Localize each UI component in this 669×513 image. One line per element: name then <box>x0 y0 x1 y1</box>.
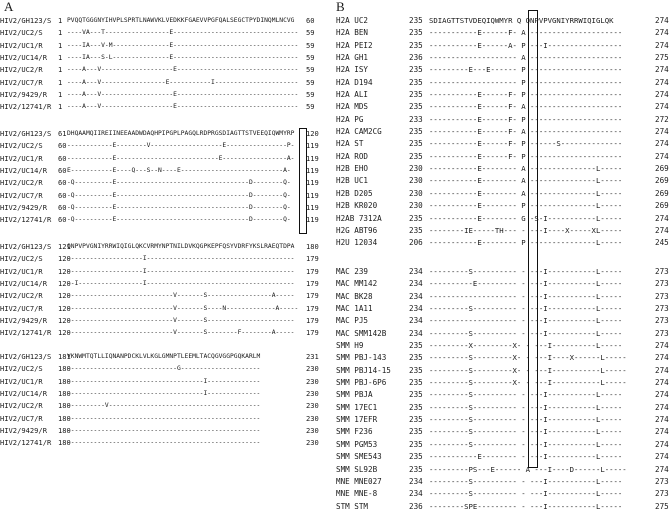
end-position: 119 <box>306 203 319 213</box>
end-position: 230 <box>306 389 319 399</box>
sequence-name: HIV2/UC2/S <box>0 254 43 264</box>
sequence-name: H2A ST <box>336 139 364 149</box>
end-position: 119 <box>306 166 319 176</box>
sequence-text: --------------------I--------------------------------------- <box>67 255 295 263</box>
sequence-text: -----------E------A- P ---I----------------- <box>429 40 623 50</box>
start-position: 234 <box>409 267 423 276</box>
sequence-name: H2B KR020 <box>336 201 378 211</box>
sequence-name: SMM PBJ-6P6 <box>336 378 387 388</box>
end-position: 269 <box>655 201 669 211</box>
sequence-name: HIV2/GH123/S <box>0 242 52 251</box>
end-position: 272 <box>655 114 669 124</box>
end-position: 59 <box>306 53 315 63</box>
sequence-name: HIV2/UC2/S <box>0 141 43 151</box>
start-position: 120 <box>58 291 71 301</box>
end-position: 59 <box>306 40 315 50</box>
sequence-name: MAC PJ5 <box>336 316 369 326</box>
start-position: 61 <box>58 129 67 138</box>
sequence-name: HIV2/UC1/R <box>0 40 43 50</box>
end-position: 59 <box>306 65 315 75</box>
end-position: 274 <box>655 427 669 437</box>
sequence-text: --I-----------------I--------------------------------------- <box>67 280 295 288</box>
sequence-name: HIV2/9429/R <box>0 426 47 436</box>
end-position: 273 <box>655 279 669 289</box>
end-position: 273 <box>655 489 669 499</box>
end-position: 273 <box>655 476 669 486</box>
end-position: 274 <box>655 139 669 149</box>
end-position: 274 <box>655 102 669 112</box>
sequence-text: -Q----------E-----------------------------------D--------Q- <box>67 216 291 224</box>
sequence-name: MAC BK28 <box>336 291 373 301</box>
sequence-name: SMM PGM53 <box>336 439 378 449</box>
sequence-text: -------------------- - ---I-----------L----- <box>429 316 623 326</box>
start-position: 1 <box>58 65 63 75</box>
start-position: 233 <box>409 114 423 124</box>
start-position: 120 <box>58 254 71 264</box>
start-position: 235 <box>409 390 423 400</box>
sequence-name: H2A CAM2CG <box>336 127 382 137</box>
start-position: 234 <box>409 489 423 499</box>
end-position: 275 <box>655 53 669 63</box>
start-position: 180 <box>58 426 71 436</box>
sequence-name: HIV2/UC2/S <box>0 364 43 374</box>
sequence-text: ----------E--------- - ---I-----------L----- <box>429 279 623 289</box>
sequence-name: HIV2/9429/R <box>0 203 47 213</box>
sequence-text: ---------S---------- - ---I-----------L----- <box>429 328 623 338</box>
start-position: 235 <box>409 40 423 50</box>
sequence-text: --------IE-----TH--- - ---I----X-----XL----- <box>429 225 623 235</box>
sequence-text: --------------------I--------------------------------------- <box>67 267 295 275</box>
sequence-name: MAC 1A11 <box>336 304 373 314</box>
sequence-text: ---------S---------- - ---I-----------L----- <box>429 390 623 400</box>
sequence-name: H2A ISY <box>336 65 369 75</box>
sequence-text: ---------S---------- - ---I-----------L----- <box>429 427 623 437</box>
end-position: 273 <box>655 291 669 301</box>
start-position: 235 <box>409 439 423 449</box>
end-position: 274 <box>655 127 669 137</box>
end-position: 60 <box>306 16 315 25</box>
end-position: 269 <box>655 188 669 198</box>
sequence-name: H2A ROD <box>336 151 369 161</box>
end-position: 119 <box>306 190 319 200</box>
sequence-text: ------------E---------------------------E-----------------A- <box>67 154 295 162</box>
sequence-text: DHQAAMQIIREIINEEAADWDAQHPIPGPLPAGQLRDPRGSDIAGTTSTVEEQIQWMYRP <box>67 130 295 137</box>
sequence-name: HIV2/12741/R <box>0 102 52 112</box>
start-position: 120 <box>58 303 71 313</box>
start-position: 235 <box>409 65 423 75</box>
sequence-name: HIV2/GH123/S <box>0 129 52 138</box>
end-position: 230 <box>306 438 319 448</box>
sequence-name: H2G ABT96 <box>336 225 378 235</box>
sequence-text: E-----------E----Q---S--N----E---------------------------A- <box>67 167 291 175</box>
end-position: 179 <box>306 254 319 264</box>
sequence-name: SMM PBJ14-15 <box>336 365 391 375</box>
sequence-name: MAC MM142 <box>336 279 378 289</box>
end-position: 59 <box>306 28 315 38</box>
sequence-text: ----IA---S-L---------------E--------------------------------- <box>67 54 299 62</box>
sequence-text: -Q----------E-----------------------------------D--------Q- <box>67 204 291 212</box>
end-position: 59 <box>306 90 315 100</box>
sequence-text: -----------E-------- P ---------------L----- <box>429 238 623 248</box>
sequence-text: ----------------------------V-------S----------------------- <box>67 317 295 325</box>
highlight-box-position-254 <box>528 10 538 468</box>
start-position: 235 <box>409 225 423 235</box>
sequence-text: ----------------------------V-------S-----------------A----- <box>67 292 295 300</box>
sequence-text: -------------------- P --------------------- <box>429 77 623 87</box>
sequence-name: H2A PG <box>336 114 364 124</box>
start-position: 60 <box>58 153 67 163</box>
start-position: 235 <box>409 427 423 437</box>
sequence-text: ----------------------------V-------S----N-------------A----- <box>67 304 299 312</box>
sequence-text: ---------S---------X- - ---I-----------L----- <box>429 378 627 388</box>
sequence-text: QNPVPVGNIYRRWIQIGLQKCVRMYNPTNILDVKQGPKEPFQSYVDRFYKSLRAEQTDPA <box>67 243 295 250</box>
sequence-text: ----A---V-------------------E-------------------------------- <box>67 103 299 111</box>
sequence-text: -----------E------F- P --------------------- <box>429 151 623 161</box>
sequence-name: SMM PBJ-143 <box>336 353 387 363</box>
end-position: 274 <box>655 365 669 375</box>
start-position: 180 <box>58 364 71 374</box>
sequence-name: H2A PEI2 <box>336 40 373 50</box>
end-position: 230 <box>306 376 319 386</box>
sequence-text: -----------E------F- A --------------------- <box>429 102 623 112</box>
sequence-name: H2AB 7312A <box>336 213 382 223</box>
start-position: 230 <box>409 201 423 211</box>
sequence-name: HIV2/GH123/S <box>0 352 52 361</box>
sequence-text: -----------E-------- A ---------------L----- <box>429 188 623 198</box>
end-position: 274 <box>655 390 669 400</box>
end-position: 230 <box>306 401 319 411</box>
start-position: 230 <box>409 176 423 186</box>
sequence-text: ----A---V-------------------E-------------------------------- <box>67 91 299 99</box>
start-position: 230 <box>409 164 423 174</box>
sequence-name: HIV2/UC1/R <box>0 376 43 386</box>
start-position: 60 <box>58 141 67 151</box>
start-position: 235 <box>409 402 423 412</box>
sequence-name: SMM SME543 <box>336 452 382 462</box>
end-position: 274 <box>655 28 669 38</box>
sequence-text: -----------E-------- P ---------------L----- <box>429 201 623 211</box>
start-position: 1 <box>58 53 63 63</box>
sequence-name: H2B D205 <box>336 188 373 198</box>
sequence-text: -----------E------F- P --------------------- <box>429 90 623 100</box>
start-position: 234 <box>409 304 423 314</box>
sequence-text: ----------V---------------------------------------- <box>67 402 261 410</box>
start-position: 181 <box>58 352 71 361</box>
sequence-name: SMM H9 <box>336 341 364 351</box>
end-position: 274 <box>655 341 669 351</box>
sequence-text: ---------S---------- - ---I-----------L----- <box>429 402 623 412</box>
end-position: 274 <box>655 378 669 388</box>
start-position: 235 <box>409 77 423 87</box>
end-position: 179 <box>306 328 319 338</box>
sequence-name: H2A MDS <box>336 102 369 112</box>
panel-b-label: B <box>336 0 345 14</box>
end-position: 274 <box>655 151 669 161</box>
start-position: 180 <box>58 389 71 399</box>
highlight-box-position-120 <box>299 128 307 234</box>
start-position: 180 <box>58 438 71 448</box>
start-position: 236 <box>409 501 423 511</box>
sequence-text: ---------S---------X- - ---I----X------L----- <box>429 353 627 363</box>
sequence-name: H2B EHO <box>336 164 369 174</box>
sequence-name: SMM 17EC1 <box>336 402 378 412</box>
sequence-name: H2A GH1 <box>336 53 369 63</box>
sequence-text: ---------S---------- - ---I-----------L----- <box>429 476 623 486</box>
sequence-name: SMM SL92B <box>336 464 378 474</box>
sequence-text: ---------S---------- - ---I-----------L----- <box>429 439 623 449</box>
end-position: 274 <box>655 225 669 235</box>
start-position: 60 <box>58 203 67 213</box>
sequence-text: -----------E-------- A ---------------L----- <box>429 164 623 174</box>
sequence-text: -----------E-------- G -S-I-----------L----- <box>429 213 623 223</box>
sequence-name: HIV2/UC14/R <box>0 279 47 289</box>
start-position: 1 <box>58 77 63 87</box>
start-position: 1 <box>58 90 63 100</box>
start-position: 234 <box>409 316 423 326</box>
start-position: 120 <box>58 316 71 326</box>
end-position: 274 <box>655 415 669 425</box>
start-position: 235 <box>409 139 423 149</box>
sequence-text: --------SPE--------- - ---I-----------L----- <box>429 501 623 511</box>
sequence-text: ---------S---------- - ---I-----------L----- <box>429 267 623 276</box>
sequence-name: HIV2/UC1/R <box>0 266 43 276</box>
sequence-name: HIV2/UC14/R <box>0 389 47 399</box>
end-position: 274 <box>655 77 669 87</box>
start-position: 235 <box>409 452 423 462</box>
start-position: 206 <box>409 238 423 248</box>
end-position: 230 <box>306 413 319 423</box>
end-position: 275 <box>655 501 669 511</box>
sequence-name: H2U 12034 <box>336 238 378 248</box>
sequence-text: -----------------------------G--------------------- <box>67 365 261 373</box>
sequence-name: MAC 239 <box>336 267 369 276</box>
sequence-name: H2A D194 <box>336 77 373 87</box>
end-position: 230 <box>306 364 319 374</box>
start-position: 230 <box>409 188 423 198</box>
end-position: 273 <box>655 328 669 338</box>
start-position: 60 <box>58 178 67 188</box>
sequence-text: ----A---V-----------------E-----------I---------------------- <box>67 78 299 86</box>
start-position: 1 <box>58 28 63 38</box>
start-position: 234 <box>409 279 423 289</box>
sequence-name: SMM F236 <box>336 427 373 437</box>
start-position: 234 <box>409 291 423 301</box>
sequence-name: MNE MNE027 <box>336 476 382 486</box>
sequence-name: HIV2/9429/R <box>0 316 47 326</box>
end-position: 179 <box>306 266 319 276</box>
sequence-text: VKNWMTQTLLIQNANPDCKLVLKGLGMNPTLEEMLTACQGVGGPGQKARLM <box>67 353 261 360</box>
sequence-name: HIV2/UC7/R <box>0 77 43 87</box>
sequence-text: ---------S---------- - ---I-----------L----- <box>429 415 623 425</box>
sequence-name: HIV2/UC2/R <box>0 178 43 188</box>
end-position: 274 <box>655 16 669 25</box>
sequence-text: ----------------------------V-------S--------F--------A----- <box>67 329 295 337</box>
sequence-text: ---------S---------- - ---I-----------L----- <box>429 304 623 314</box>
end-position: 179 <box>306 303 319 313</box>
end-position: 59 <box>306 102 315 112</box>
end-position: 273 <box>655 267 669 276</box>
sequence-text: -----------E------F- A --------------------- <box>429 127 623 137</box>
start-position: 235 <box>409 464 423 474</box>
sequence-name: H2B UC1 <box>336 176 369 186</box>
sequence-text: -----------E------F- A --------------------- <box>429 28 623 38</box>
end-position: 230 <box>306 426 319 436</box>
start-position: 235 <box>409 127 423 137</box>
start-position: 234 <box>409 476 423 486</box>
sequence-text: PVQQTGGGNYIHVPLSPRTLNAWVKLVEDKKFGAEVVPGFQALSEGCTPYDINQMLNCVG <box>67 17 295 24</box>
sequence-name: MAC SMM142B <box>336 328 387 338</box>
sequence-text: SDIAGTTSTVDEQIQWMYR Q QNPVPVGNIYRRWIQIGLQK <box>429 16 614 25</box>
end-position: 119 <box>306 178 319 188</box>
end-position: 120 <box>306 129 319 138</box>
end-position: 179 <box>306 291 319 301</box>
sequence-name: HIV2/12741/R <box>0 215 52 225</box>
sequence-text: ---------S---------- - ---I-----------L----- <box>429 489 623 499</box>
start-position: 1 <box>58 40 63 50</box>
sequence-name: HIV2/UC2/R <box>0 291 43 301</box>
sequence-name: HIV2/UC7/R <box>0 413 43 423</box>
sequence-name: H2A UC2 <box>336 16 369 25</box>
sequence-text: -----------E------F- P ------S-------------- <box>429 139 623 149</box>
start-position: 234 <box>409 328 423 338</box>
sequence-name: STM STM <box>336 501 369 511</box>
sequence-text: ---------X---------X- - ---I----------L----- <box>429 341 623 351</box>
start-position: 235 <box>409 415 423 425</box>
sequence-name: HIV2/UC14/R <box>0 53 47 63</box>
sequence-name: HIV2/UC7/R <box>0 190 43 200</box>
start-position: 235 <box>409 151 423 161</box>
start-position: 235 <box>409 102 423 112</box>
sequence-text: ----IA---V-M---------------E--------------------------------- <box>67 41 299 49</box>
end-position: 59 <box>306 77 315 87</box>
start-position: 235 <box>409 378 423 388</box>
sequence-text: ---------E---E------ P --------------------- <box>429 65 623 75</box>
start-position: 120 <box>58 266 71 276</box>
start-position: 121 <box>58 242 71 251</box>
start-position: 1 <box>58 16 63 25</box>
end-position: 179 <box>306 316 319 326</box>
end-position: 274 <box>655 65 669 75</box>
end-position: 274 <box>655 40 669 50</box>
end-position: 274 <box>655 353 669 363</box>
sequence-name: HIV2/UC2/R <box>0 65 43 75</box>
start-position: 235 <box>409 90 423 100</box>
start-position: 235 <box>409 28 423 38</box>
start-position: 236 <box>409 53 423 63</box>
end-position: 119 <box>306 215 319 225</box>
sequence-text: ---------PS---E------ A ---I----D------L----- <box>429 464 627 474</box>
start-position: 60 <box>58 215 67 225</box>
end-position: 274 <box>655 402 669 412</box>
end-position: 274 <box>655 464 669 474</box>
start-position: 60 <box>58 190 67 200</box>
start-position: 120 <box>58 279 71 289</box>
start-position: 235 <box>409 213 423 223</box>
sequence-text: --------------------------------------------------- <box>67 439 261 447</box>
sequence-text: -Q----------E-----------------------------------D--------Q- <box>67 179 291 187</box>
end-position: 274 <box>655 439 669 449</box>
end-position: 273 <box>655 304 669 314</box>
sequence-name: SMM PBJA <box>336 390 373 400</box>
end-position: 119 <box>306 141 319 151</box>
start-position: 1 <box>58 102 63 112</box>
sequence-text: --------------------------------------------------- <box>67 427 261 435</box>
sequence-text: -----------E-------- - ---I-----------L----- <box>429 452 623 462</box>
sequence-name: HIV2/UC2/S <box>0 28 43 38</box>
sequence-name: H2A ALI <box>336 90 369 100</box>
end-position: 274 <box>655 90 669 100</box>
sequence-text: ----VA---T-----------------E--------------------------------- <box>67 29 299 37</box>
sequence-text: -------------------- A --------------------- <box>429 53 623 63</box>
sequence-text: ------------E--------V-------------------E----------------P- <box>67 142 295 150</box>
start-position: 235 <box>409 365 423 375</box>
start-position: 235 <box>409 353 423 363</box>
end-position: 274 <box>655 213 669 223</box>
sequence-name: HIV2/UC1/R <box>0 153 43 163</box>
sequence-name: HIV2/UC7/R <box>0 303 43 313</box>
sequence-name: HIV2/UC2/R <box>0 401 43 411</box>
sequence-text: --------------------------------------------------- <box>67 414 261 422</box>
start-position: 120 <box>58 328 71 338</box>
start-position: 235 <box>409 341 423 351</box>
panel-a-label: A <box>4 0 14 14</box>
end-position: 273 <box>655 316 669 326</box>
end-position: 245 <box>655 238 669 248</box>
sequence-name: HIV2/12741/R <box>0 328 52 338</box>
sequence-name: MNE MNE-8 <box>336 489 378 499</box>
start-position: 60 <box>58 166 67 176</box>
sequence-text: ------------------------------------I-------------- <box>67 390 261 398</box>
sequence-text: -----------E-------- A ---------------L----- <box>429 176 623 186</box>
end-position: 269 <box>655 176 669 186</box>
sequence-text: ----A---V-------------------E-------------------------------- <box>67 66 299 74</box>
start-position: 180 <box>58 413 71 423</box>
start-position: 180 <box>58 401 71 411</box>
sequence-name: HIV2/UC14/R <box>0 166 47 176</box>
end-position: 179 <box>306 279 319 289</box>
end-position: 274 <box>655 452 669 462</box>
sequence-text: ------------------------------------I-------------- <box>67 377 261 385</box>
start-position: 180 <box>58 376 71 386</box>
sequence-name: HIV2/9429/R <box>0 90 47 100</box>
sequence-name: H2A BEN <box>336 28 369 38</box>
end-position: 119 <box>306 153 319 163</box>
end-position: 231 <box>306 352 319 361</box>
sequence-text: ---------S---------X- - ---I-----------L----- <box>429 365 627 375</box>
start-position: 235 <box>409 16 423 25</box>
end-position: 269 <box>655 164 669 174</box>
sequence-text: -Q----------E-----------------------------------D--------Q- <box>67 191 291 199</box>
sequence-text: -------------------- - ---I-----------L----- <box>429 291 623 301</box>
end-position: 180 <box>306 242 319 251</box>
sequence-name: HIV2/GH123/S <box>0 16 52 25</box>
sequence-name: SMM 17EFR <box>336 415 378 425</box>
sequence-name: HIV2/12741/R <box>0 438 52 448</box>
sequence-text: -----------E------F- P --------------------- <box>429 114 623 124</box>
